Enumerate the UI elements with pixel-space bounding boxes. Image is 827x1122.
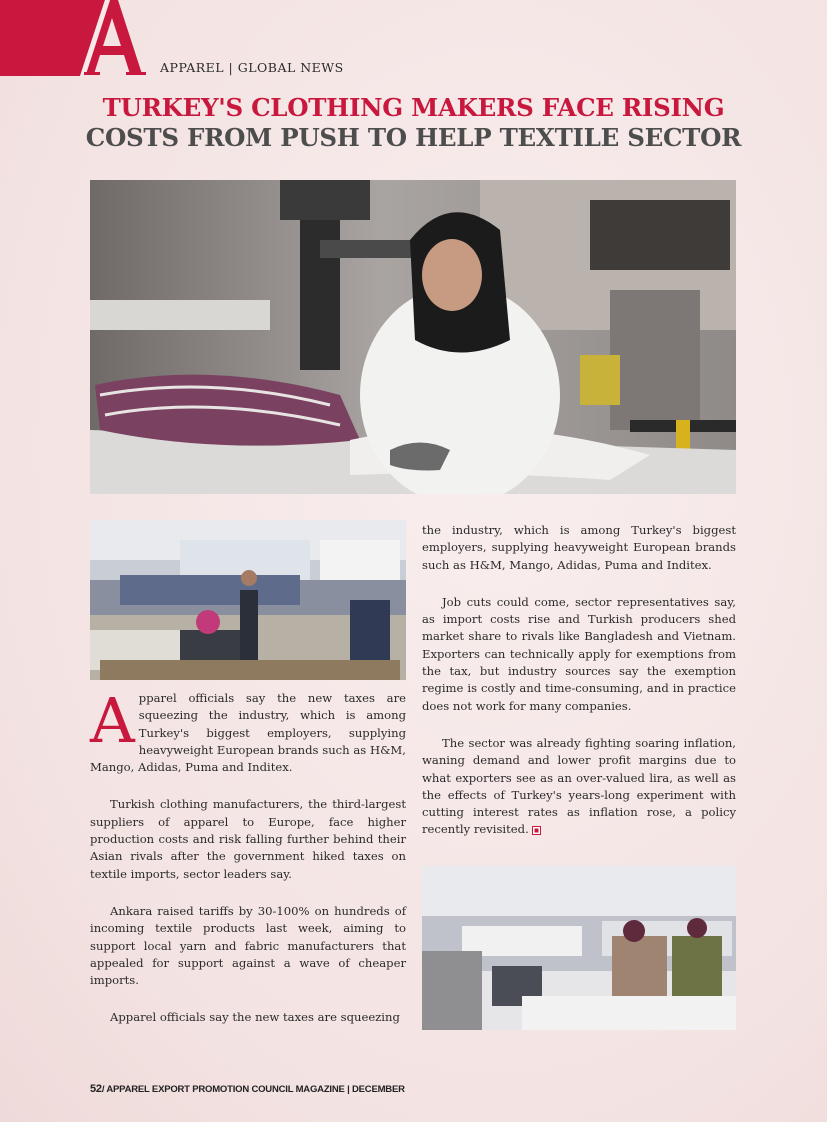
article-paragraph-4: Apparel officials say the new taxes are squeezing [110,1010,400,1025]
magazine-logo [0,0,150,76]
section-label: APPAREL | GLOBAL NEWS [160,60,344,75]
article-paragraph-3: Ankara raised tariffs by 30-100% on hundreds of incoming textile products last week, aiming to support local yarn and fabric manufacturers that appealed for support against a wave of cheaper imports. [90,903,406,988]
factory-floor-photo [90,520,406,680]
sewing-line-photo [422,866,736,1030]
headline-line-1: TURKEY'S CLOTHING MAKERS FACE RISING [102,93,725,122]
page-number: 52 [90,1083,102,1095]
article-paragraph-6: Job cuts could come, sector representatives say, as import costs rise and Turkish producers shed market share to rivals like Bangladesh and Vietnam. Exporters can technically apply for exemptions from the tax, but industry sources say the exemption regime is costly and time-consuming, and in practice does not work for many companies. [422,594,736,713]
dropcap-letter: A [90,684,135,757]
page-footer [90,1083,405,1095]
article-paragraph-7: The sector was already fighting soaring inflation, waning demand and lower profit margins due to what exporters see as an over-valued lira, as well as the effects of Turkey's years-long experiment with cutting interest rates as inflation rose, a policy recently revisited. [422,735,736,837]
article-paragraph-1: Apparel officials say the new taxes are squeezing the industry, which is among Turkey's biggest employers, supplying heavyweight European brands such as H&M, Mango, Adidas, Puma and Inditex. [90,684,406,775]
headline-line-2: COSTS FROM PUSH TO HELP TEXTILE SECTOR [85,123,742,152]
article-column-left [90,684,406,1027]
article-paragraph-2: Turkish clothing manufacturers, the third-largest suppliers of apparel to Europe, face higher production costs and risk falling further behind their Asian rivals after the government hiked taxes on textile imports, sector leaders say. [90,797,406,881]
article-paragraph-5: the industry, which is among Turkey's biggest employers, supplying heavyweight European brands such as H&M, Mango, Adidas, Puma and Inditex. [422,523,736,572]
footer-text: / APPAREL EXPORT PROMOTION COUNCIL MAGAZINE | DECEMBER [101,1084,405,1095]
article-column-right [422,522,736,839]
hero-photo [90,180,736,494]
end-of-article-icon [532,826,541,835]
